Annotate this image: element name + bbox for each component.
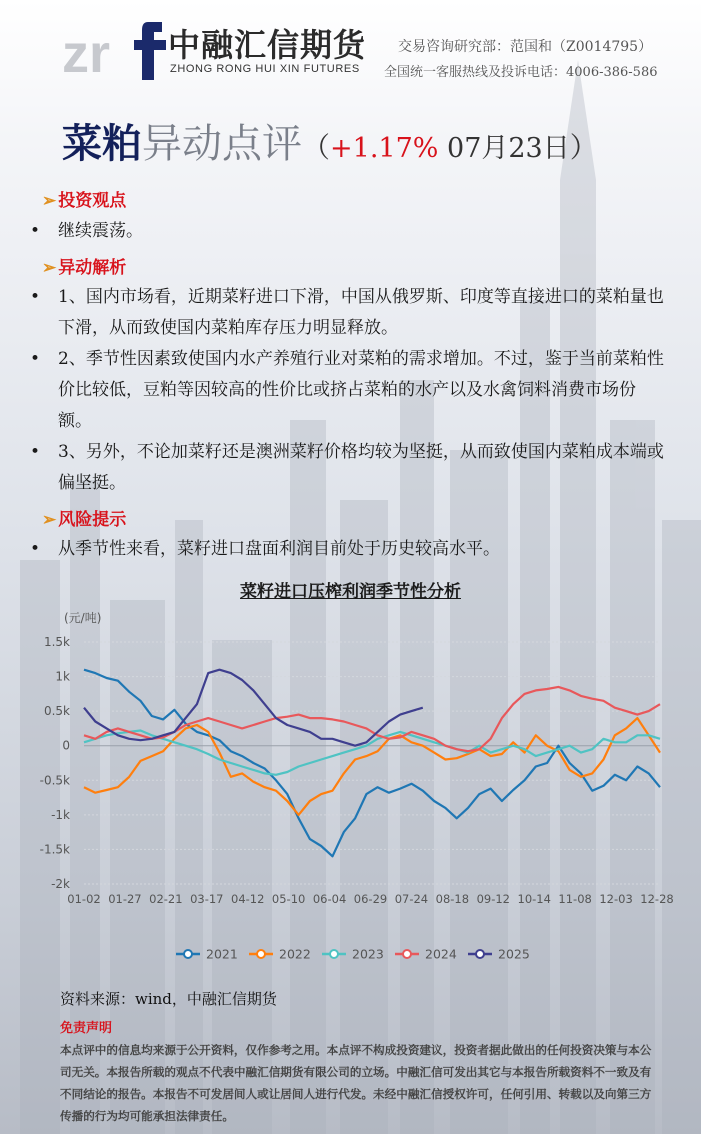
y-tick-label: 1.5k [43,635,70,649]
x-tick-label: 01-02 [67,892,101,906]
bullet-text: 2、季节性因素致使国内水产养殖行业对菜粕的需求增加。不过，鉴于当前菜粕性价比较低，豆粕等因较高的性价比或挤占菜粕的水产以及水禽饲料消费市场份额。 [58,349,664,431]
bullet-icon: • [30,539,41,559]
arrow-icon: ➢ [42,510,57,530]
list-item [30,534,668,565]
arrow-icon: ➢ [42,191,57,211]
disclaimer-title: 免责声明 [60,1021,113,1036]
x-tick-label: 06-29 [353,892,388,906]
page-title [62,112,598,169]
x-tick-label: 06-04 [312,892,347,906]
x-tick-label: 12-03 [599,892,633,906]
y-tick-label: 0 [62,738,70,753]
report-date-text: 07月23日 [447,133,570,164]
report-date [438,133,569,164]
section-heading-text: 投资观点 [58,191,127,211]
x-tick-label: 01-27 [108,892,142,906]
bullet-icon: • [30,221,41,241]
company-logo [62,14,172,84]
research-contact: 交易咨询研究部：范国和（Z0014795） [398,39,653,55]
section-heading-text: 异动解析 [58,258,127,278]
y-tick-label: -1k [51,807,70,822]
x-tick-label: 02-21 [149,892,183,906]
seasonal-profit-chart [0,600,701,980]
x-tick-label: 12-28 [640,892,674,906]
arrow-icon: ➢ [42,258,57,278]
bullet-text: 从季节性来看，菜籽进口盘面利润目前处于历史较高水平。 [58,539,500,559]
y-tick-label: 1k [55,669,70,684]
legend-swatch-marker [330,950,338,958]
chart-title: 菜籽进口压榨利润季节性分析 [240,582,461,602]
section-heading-risk [42,505,126,530]
x-tick-label: 10-14 [517,892,551,906]
brand-name-en: ZHONG RONG HUI XIN FUTURES [170,63,360,75]
section-heading-text: 风险提示 [58,510,127,530]
x-tick-label: 08-18 [435,892,470,906]
bullet-icon: • [30,287,41,307]
disclaimer-text: 本点评中的信息均来源于公开资料，仅作参考之用。本点评不构成投资建议，投资者据此做出的任何投资决策与本公司无关。本报告所载的观点不代表中融汇信期货有限公司的立场。中融汇信可发出其它与本报告所载资料不一致及有不同结论的报告。本报告不可发居间人或让居间人进行代发。未经中融汇信授权许可，任何引用、转载以及向第三方传播的行为均可能承担法律责任。 [60,1043,652,1123]
price-change: +1.17% [330,133,439,164]
y-tick-label: 0.5k [43,704,70,719]
legend-label: 2023 [352,946,384,962]
list-item [30,282,668,344]
list-item [30,216,668,247]
list-item [30,437,668,499]
section-heading-analysis [42,253,126,278]
title-paren-open: （ [302,131,331,164]
bullet-text: 3、另外，不论加菜籽还是澳洲菜籽价格均较为坚挺，从而致使国内菜粕成本端或偏坚挺。 [58,442,664,493]
x-tick-label: 03-17 [190,892,224,906]
x-tick-label: 04-12 [231,892,265,906]
legend-label: 2021 [206,946,238,962]
x-tick-label: 07-24 [394,892,429,906]
y-tick-label: -2k [51,877,70,891]
title-product: 菜粕 [62,120,142,167]
bullet-text: 1、国内市场看，近期菜籽进口下滑，中国从俄罗斯、印度等直接进口的菜粕量也下滑，从而致使国内菜粕库存压力明显释放。 [58,287,664,338]
section-heading-view [42,186,126,211]
bullet-text: 继续震荡。 [58,221,143,241]
x-tick-label: 09-12 [476,892,510,906]
bullet-icon: • [30,442,41,462]
x-tick-label: 11-08 [558,892,592,906]
y-tick-label: -0.5k [39,773,70,788]
y-tick-label: -1.5k [39,842,70,857]
legend-label: 2024 [425,946,457,962]
hotline-contact: 全国统一客服热线及投诉电话：4006-386-586 [384,65,658,80]
series-line-2021 [84,670,660,857]
x-tick-label: 05-10 [271,892,306,906]
legend-swatch-marker [403,950,411,958]
legend-swatch-marker [184,950,192,958]
list-item [30,344,668,437]
y-axis-unit-label: (元/吨) [64,611,102,625]
title-paren-close: ） [569,131,598,164]
legend-label: 2025 [498,946,530,962]
legend-label: 2022 [279,946,311,962]
legend-swatch-marker [257,950,265,958]
bullet-icon: • [30,349,41,369]
brand-name-cn: 中融汇信期货 [168,26,367,64]
data-source: 资料来源：wind，中融汇信期货 [60,990,277,1008]
title-topic: 异动点评 [142,121,302,167]
legend-swatch-marker [476,950,484,958]
svg-text:zr: zr [62,24,111,84]
